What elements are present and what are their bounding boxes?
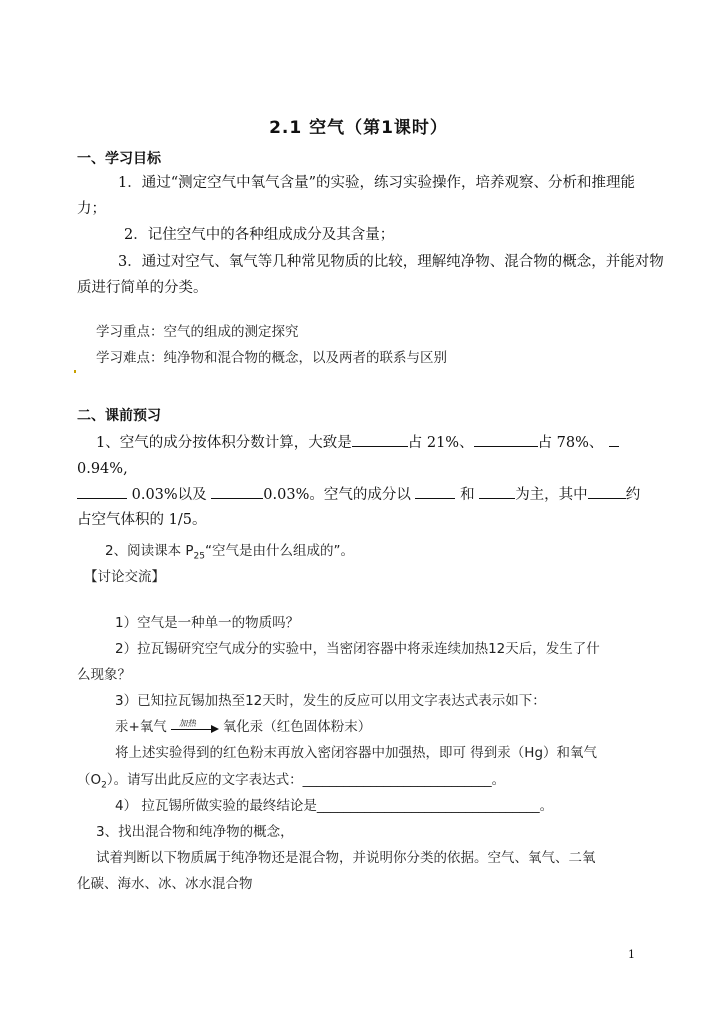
goal-3-line-1: 3．通过对空气、氧气等几种常见物质的比较，理解纯净物、混合物的概念，并能对物 (118, 254, 664, 270)
reaction-condition: 加热 (178, 719, 196, 729)
q1-text-a: 1、空气的成分按体积分数计算，大致是 (96, 435, 352, 451)
d4-text: 4） 拉瓦锡所做实验的最终结论是 (115, 798, 317, 814)
blank-field[interactable] (588, 484, 626, 499)
discussion-3b-line-1: 将上述实验得到的红色粉末再放入密闭容器中加强热，即可 得到汞（Hg）和氧气 (115, 745, 598, 761)
section-heading-preview: 二、课前预习 (77, 408, 161, 424)
stray-mark (74, 370, 76, 373)
question-3-line-2: 试着判断以下物质属于纯净物还是混合物，并说明你分类的依据。空气、氧气、二氧 (96, 850, 596, 866)
answer-blank[interactable]: _________________________________ (316, 798, 540, 814)
blank-field[interactable] (77, 484, 127, 499)
blank-field[interactable] (479, 484, 515, 499)
goal-1-line-2: 力； (77, 201, 106, 217)
question-1-line-1 (96, 432, 619, 453)
q1-line3-e: 约 (625, 487, 641, 503)
goal-2: 2．记住空气中的各种组成成分及其含量； (124, 227, 395, 243)
blank-field[interactable] (474, 432, 538, 447)
blank-field[interactable] (415, 484, 455, 499)
discussion-3: 3）已知拉瓦锡加热至12天时，发生的反应可以用文字表达式表示如下： (115, 693, 546, 709)
blank-field[interactable] (352, 432, 408, 447)
page-title: 2.1 空气（第1课时） (269, 118, 448, 138)
q1-text-b: 占 21%、 (407, 435, 474, 451)
discussion-4 (115, 796, 553, 816)
goal-1-line-1: 1．通过“测定空气中氧气含量”的实验，练习实验操作，培养观察、分析和推理能 (118, 175, 636, 191)
blank-field[interactable] (609, 432, 619, 447)
question-1-line-4: 占空气体积的 1/5。 (77, 512, 207, 528)
q1-line3-d: 为主，其中 (515, 487, 588, 503)
q1-line3-a: 0.03%以及 (131, 487, 207, 503)
reaction-arrow-icon (171, 719, 219, 735)
q2-text-b: “空气是由什么组成的”。 (204, 543, 354, 559)
reaction-equation (115, 717, 371, 737)
answer-blank[interactable]: ____________________________ (302, 772, 492, 788)
d3b-sub: 2 (101, 780, 107, 791)
discussion-3b-line-2 (77, 770, 505, 796)
reactants: 汞+氧气 (115, 719, 167, 735)
q1-line3-b: 0.03%。空气的成分以 (263, 487, 411, 503)
question-1-line-3 (77, 484, 640, 505)
discussion-2-line-1: 2）拉瓦锡研究空气成分的实验中，当密闭容器中将汞连续加热12天后，发生了什 (115, 641, 600, 657)
question-2 (105, 541, 354, 567)
d3b-end: 。 (491, 772, 506, 788)
d4-end: 。 (539, 798, 554, 814)
discussion-2-line-2: 么现象？ (77, 667, 131, 683)
d3b-text-b: ）。请写出此反应的文字表达式： (106, 772, 303, 788)
q1-line3-c: 和 (460, 487, 475, 503)
discussion-1: 1）空气是一种单一的物质吗？ (115, 615, 300, 631)
q1-text-c: 占 78%、 (537, 435, 604, 451)
page-number: 1 (628, 948, 635, 961)
q2-page-sub: 25 (193, 551, 205, 562)
discussion-heading: 【讨论交流】 (84, 569, 165, 585)
d3b-text-a: （O (77, 772, 102, 788)
q2-text-a: 2、阅读课本 P (105, 543, 194, 559)
difficulty-point: 学习难点：纯净物和混合物的概念，以及两者的联系与区别 (96, 350, 447, 366)
question-3-line-3: 化碳、海水、冰、冰水混合物 (77, 876, 253, 892)
goal-3-line-2: 质进行简单的分类。 (77, 280, 208, 296)
key-point: 学习重点：空气的组成的测定探究 (96, 324, 299, 340)
blank-field[interactable] (211, 484, 263, 499)
products: 氧化汞（红色固体粉末） (222, 719, 372, 735)
question-1-line-2: 0.94%, (77, 461, 128, 477)
question-3: 3、找出混合物和纯净物的概念， (96, 824, 294, 840)
section-heading-goals: 一、学习目标 (77, 151, 161, 167)
